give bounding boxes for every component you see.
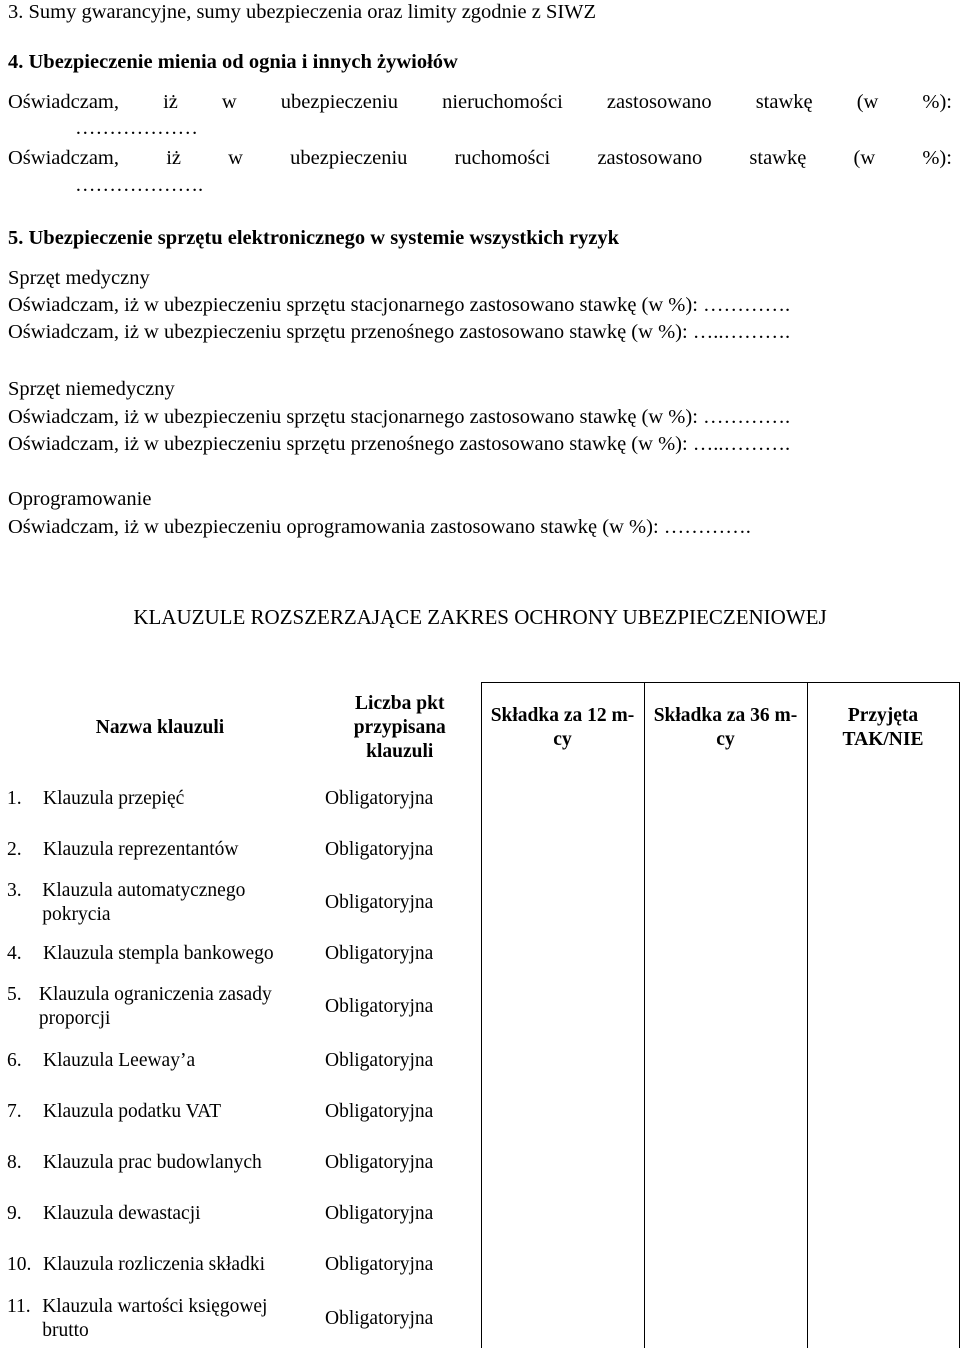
s4-line1-dots: ……………… bbox=[75, 117, 198, 139]
clause-count: Obligatoryjna bbox=[325, 1202, 434, 1224]
word: zastosowano bbox=[597, 147, 703, 169]
clause-number: 9. bbox=[7, 1202, 22, 1224]
word: (w bbox=[856, 91, 879, 113]
table-row bbox=[1, 824, 959, 875]
fee-12-cell[interactable] bbox=[481, 1137, 644, 1188]
clause-name: Klauzula Leeway’a bbox=[43, 1049, 196, 1071]
word: iż bbox=[163, 91, 178, 113]
accepted-cell[interactable] bbox=[807, 773, 959, 824]
accepted-cell[interactable] bbox=[807, 1137, 959, 1188]
clause-name: Klauzula ograniczenia zasady proporcji bbox=[38, 983, 272, 1029]
medical-equipment-title: Sprzęt medyczny bbox=[8, 267, 150, 289]
accepted-cell[interactable] bbox=[807, 875, 959, 930]
clause-count: Obligatoryjna bbox=[325, 943, 434, 965]
fee-36-cell[interactable] bbox=[644, 1290, 807, 1348]
fee-12-cell[interactable] bbox=[481, 1290, 644, 1348]
clause-count: Obligatoryjna bbox=[325, 1049, 434, 1071]
fee-36-cell[interactable] bbox=[644, 824, 807, 875]
clauses-heading: KLAUZULE ROZSZERZAJĄCE ZAKRES OCHRONY UBEZPIECZENIOWEJ bbox=[133, 605, 827, 629]
software-title: Oprogramowanie bbox=[8, 488, 152, 510]
word: iż bbox=[166, 147, 181, 169]
table-row bbox=[1, 930, 959, 978]
accepted-cell[interactable] bbox=[807, 1035, 959, 1086]
table-row bbox=[1, 1290, 959, 1348]
clause-number: 4. bbox=[7, 943, 22, 965]
s4-line2-dots: ………………. bbox=[75, 174, 204, 196]
clause-count: Obligatoryjna bbox=[325, 1100, 434, 1122]
fee-12-cell[interactable] bbox=[481, 1086, 644, 1137]
clause-count: Obligatoryjna bbox=[325, 1151, 434, 1173]
clause-name: Klauzula reprezentantów bbox=[43, 838, 239, 860]
word: w bbox=[221, 91, 237, 113]
nonmedical-stationary-statement: Oświadczam, iż w ubezpieczeniu sprzętu stacjonarnego zastosowano stawkę (w %): …………. bbox=[8, 406, 791, 428]
table-row bbox=[1, 1188, 959, 1239]
clause-number: 5. bbox=[7, 983, 22, 1005]
fee-36-cell[interactable] bbox=[644, 875, 807, 930]
fee-36-cell[interactable] bbox=[644, 1137, 807, 1188]
word: nieruchomości bbox=[442, 91, 563, 113]
table-row bbox=[1, 978, 959, 1035]
fee-12-cell[interactable] bbox=[481, 930, 644, 978]
medical-portable-statement: Oświadczam, iż w ubezpieczeniu sprzętu przenośnego zastosowano stawkę (w %): …..………. bbox=[8, 321, 791, 343]
fee-36-cell[interactable] bbox=[644, 1086, 807, 1137]
fee-36-cell[interactable] bbox=[644, 773, 807, 824]
fee-12-cell[interactable] bbox=[481, 978, 644, 1035]
word: ubezpieczeniu bbox=[280, 91, 399, 113]
clause-name: Klauzula przepięć bbox=[43, 787, 185, 809]
accepted-cell[interactable] bbox=[807, 930, 959, 978]
col-header-count: Liczba pkt przypisana klauzuli bbox=[353, 693, 446, 762]
word: zastosowano bbox=[606, 91, 712, 113]
nonmedical-portable-statement: Oświadczam, iż w ubezpieczeniu sprzętu przenośnego zastosowano stawkę (w %): …..………. bbox=[8, 433, 791, 455]
clause-name: Klauzula wartości księgowej brutto bbox=[42, 1296, 268, 1341]
word: w bbox=[228, 147, 243, 169]
clause-name: Klauzula rozliczenia składki bbox=[43, 1253, 265, 1275]
table-row bbox=[1, 1239, 959, 1290]
table-row bbox=[1, 1086, 959, 1137]
fee-12-cell[interactable] bbox=[481, 773, 644, 824]
clause-number: 3. bbox=[7, 879, 22, 901]
section-4-title: 4. Ubezpieczenie mienia od ognia i innych żywiołów bbox=[8, 51, 458, 73]
fee-36-cell[interactable] bbox=[644, 930, 807, 978]
fee-12-cell[interactable] bbox=[481, 824, 644, 875]
word: Oświadczam, bbox=[8, 91, 119, 113]
word: ruchomości bbox=[454, 147, 551, 169]
clause-name: Klauzula automatycznego pokrycia bbox=[42, 879, 246, 925]
clause-count: Obligatoryjna bbox=[325, 995, 434, 1017]
fee-12-cell[interactable] bbox=[481, 1035, 644, 1086]
section-3-text: 3. Sumy gwarancyjne, sumy ubezpieczenia oraz limity zgodnie z SIWZ bbox=[8, 1, 597, 23]
clause-number: 11. bbox=[7, 1296, 31, 1318]
word: %): bbox=[922, 91, 952, 113]
accepted-cell[interactable] bbox=[807, 1086, 959, 1137]
fee-36-cell[interactable] bbox=[644, 1188, 807, 1239]
medical-stationary-statement: Oświadczam, iż w ubezpieczeniu sprzętu stacjonarnego zastosowano stawkę (w %): …………. bbox=[8, 294, 791, 316]
clause-count: Obligatoryjna bbox=[325, 1253, 434, 1275]
word: stawkę bbox=[755, 91, 813, 113]
fee-12-cell[interactable] bbox=[481, 1239, 644, 1290]
s4-line2 bbox=[8, 146, 952, 171]
table-row bbox=[1, 773, 959, 824]
accepted-cell[interactable] bbox=[807, 1188, 959, 1239]
word: ubezpieczeniu bbox=[290, 147, 408, 169]
clause-number: 10. bbox=[7, 1253, 32, 1275]
clause-name: Klauzula dewastacji bbox=[43, 1202, 201, 1224]
clause-number: 2. bbox=[7, 838, 22, 860]
table-header-row bbox=[1, 683, 959, 774]
fee-36-cell[interactable] bbox=[644, 1035, 807, 1086]
table-row bbox=[1, 1035, 959, 1086]
col-header-accepted: Przyjęta TAK/NIE bbox=[807, 683, 959, 774]
clause-name: Klauzula stempla bankowego bbox=[43, 943, 274, 965]
word: Oświadczam, bbox=[8, 147, 119, 169]
col-header-fee-36: Składka za 36 m-cy bbox=[644, 683, 807, 774]
software-statement: Oświadczam, iż w ubezpieczeniu oprogramowania zastosowano stawkę (w %): …………. bbox=[8, 516, 751, 538]
accepted-cell[interactable] bbox=[807, 824, 959, 875]
word: (w bbox=[853, 147, 876, 169]
fee-12-cell[interactable] bbox=[481, 1188, 644, 1239]
clause-count: Obligatoryjna bbox=[325, 838, 434, 860]
table-row bbox=[1, 875, 959, 930]
accepted-cell[interactable] bbox=[807, 1290, 959, 1348]
section-5-title: 5. Ubezpieczenie sprzętu elektronicznego w systemie wszystkich ryzyk bbox=[8, 227, 620, 249]
nonmedical-equipment-title: Sprzęt niemedyczny bbox=[8, 378, 175, 400]
clause-number: 7. bbox=[7, 1100, 22, 1122]
clause-number: 1. bbox=[7, 787, 22, 809]
clause-count: Obligatoryjna bbox=[325, 787, 434, 809]
s4-line1 bbox=[8, 90, 952, 115]
word: stawkę bbox=[749, 147, 807, 169]
clauses-table bbox=[1, 682, 960, 1348]
clause-name: Klauzula podatku VAT bbox=[43, 1100, 222, 1122]
fee-12-cell[interactable] bbox=[481, 875, 644, 930]
clause-name: Klauzula prac budowlanych bbox=[43, 1151, 262, 1173]
table-row bbox=[1, 1137, 959, 1188]
col-header-fee-12: Składka za 12 m-cy bbox=[481, 683, 644, 774]
clause-number: 6. bbox=[7, 1049, 22, 1071]
clause-count: Obligatoryjna bbox=[325, 1308, 434, 1330]
accepted-cell[interactable] bbox=[807, 978, 959, 1035]
clause-number: 8. bbox=[7, 1151, 22, 1173]
clause-count: Obligatoryjna bbox=[325, 891, 434, 913]
fee-36-cell[interactable] bbox=[644, 1239, 807, 1290]
fee-36-cell[interactable] bbox=[644, 978, 807, 1035]
col-header-name: Nazwa klauzuli bbox=[95, 716, 225, 738]
word: %): bbox=[922, 147, 952, 169]
accepted-cell[interactable] bbox=[807, 1239, 959, 1290]
